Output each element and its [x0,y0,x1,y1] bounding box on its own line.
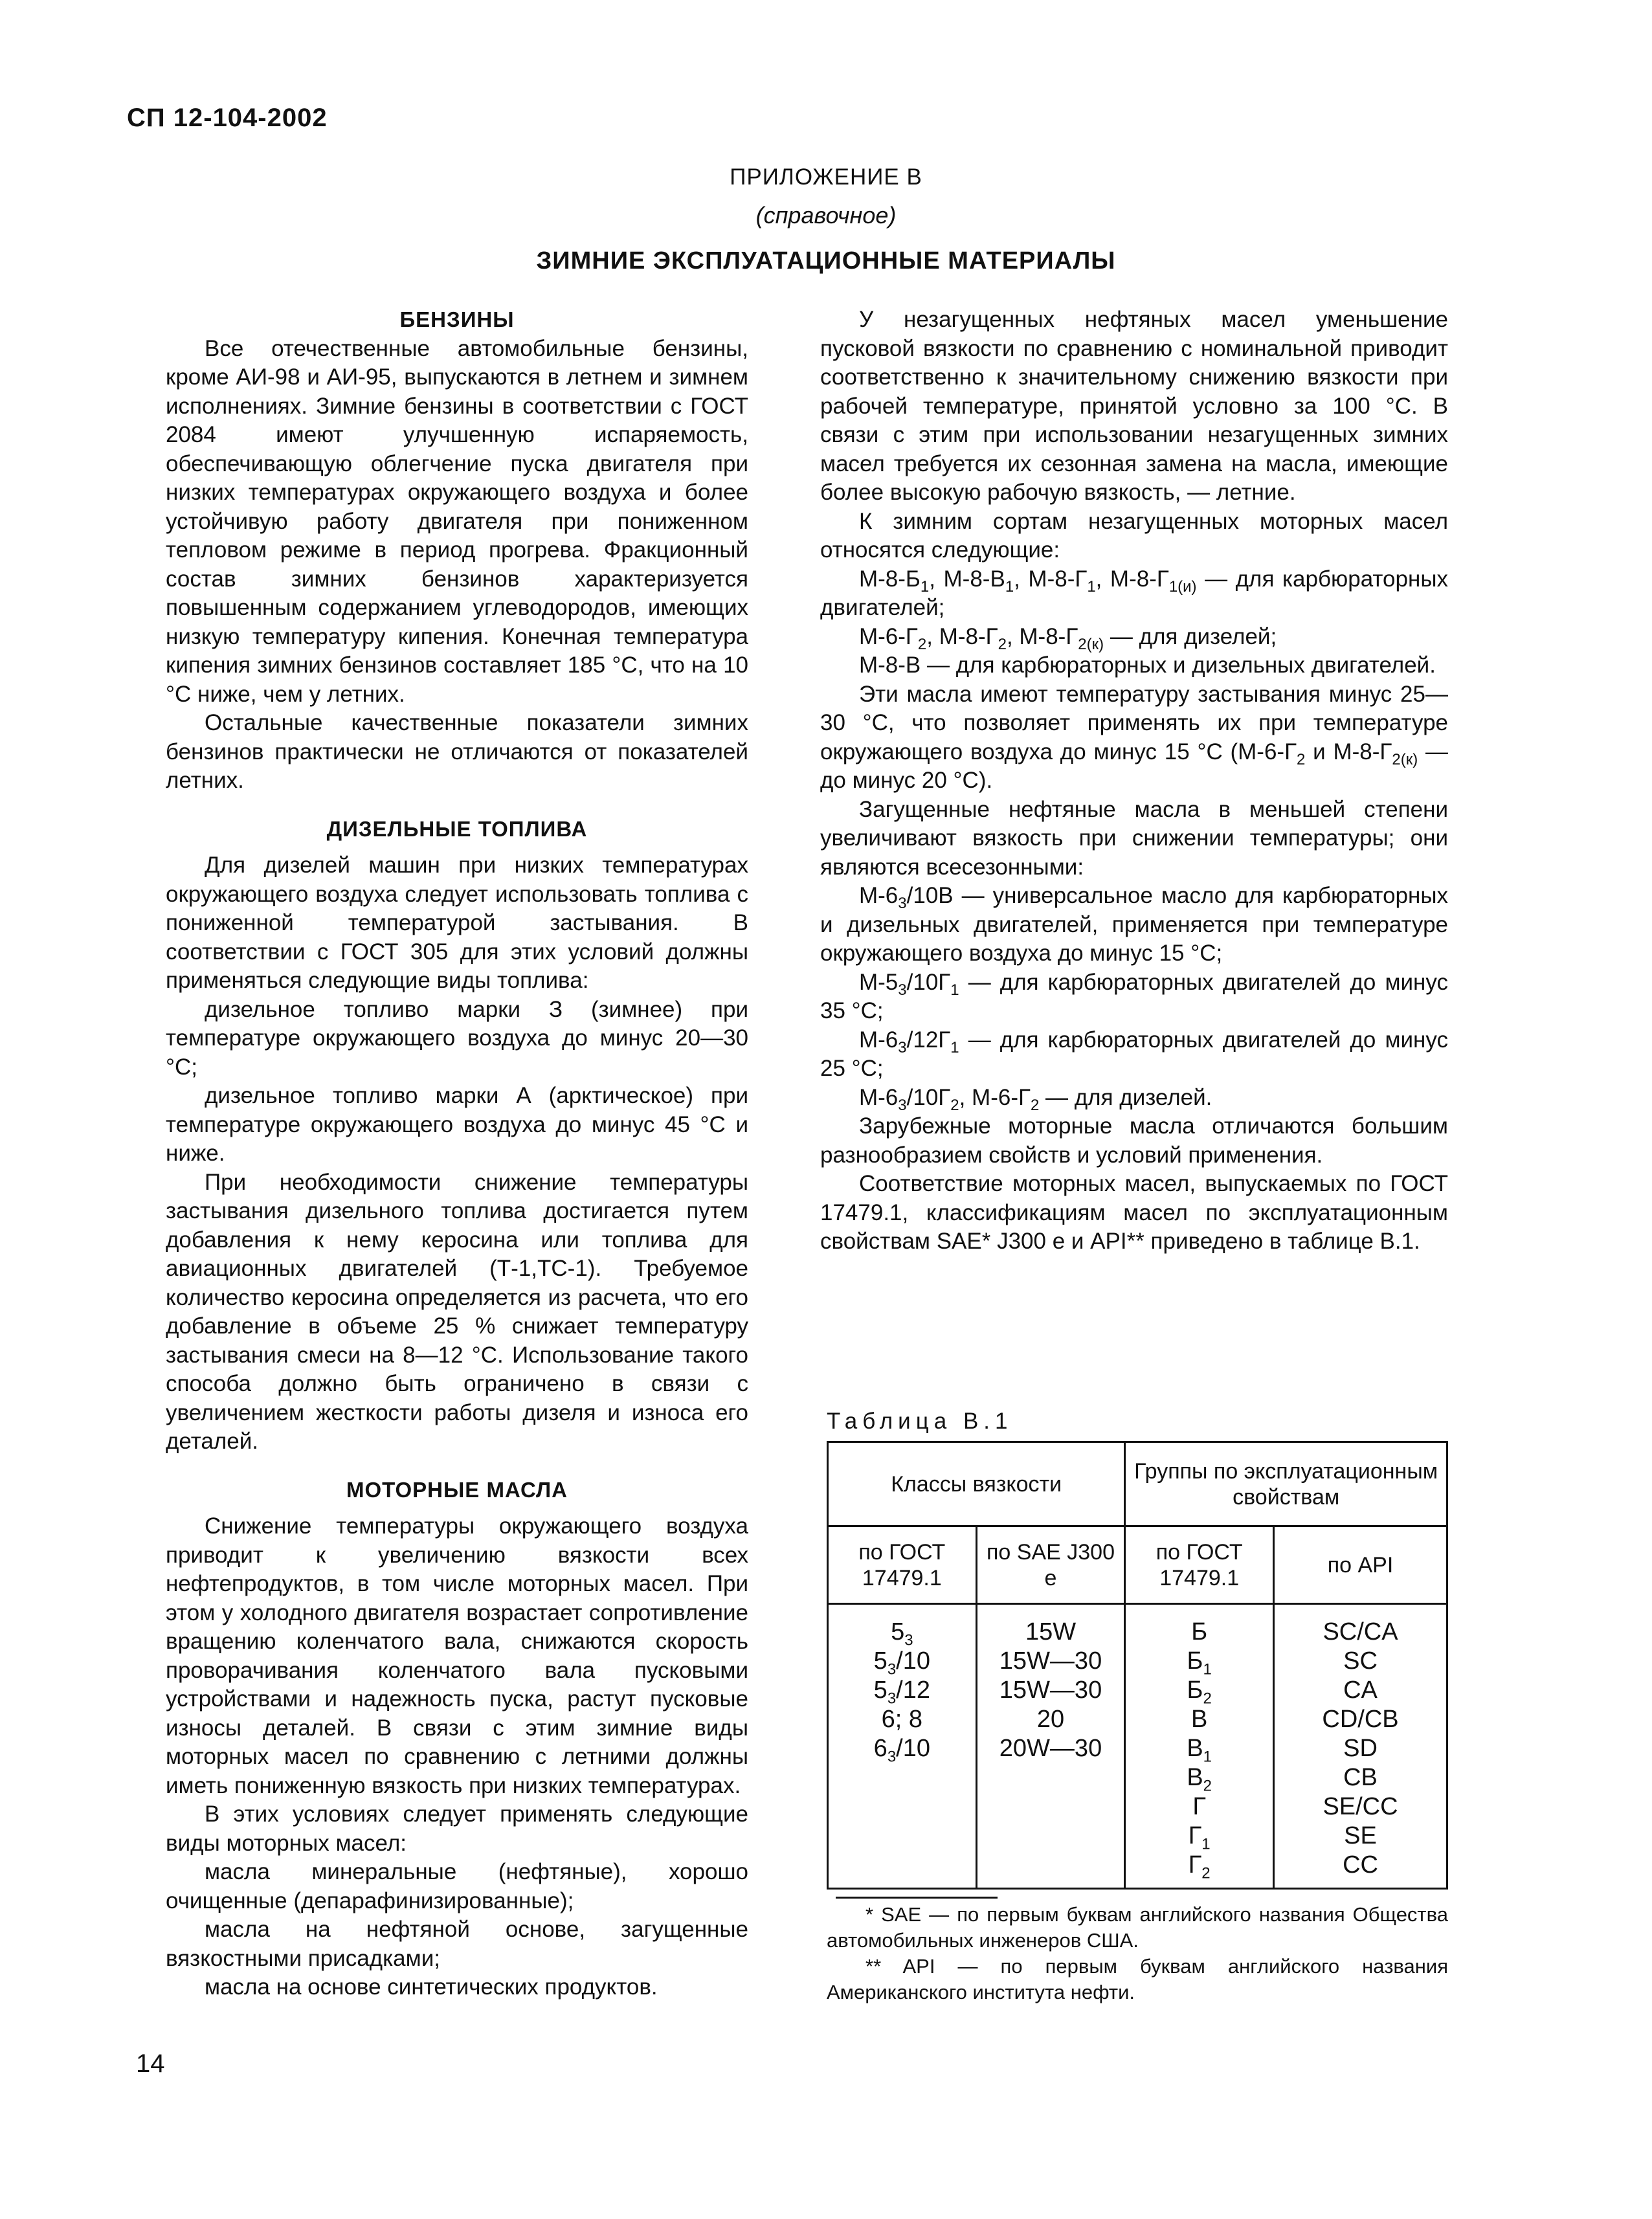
table-value: CD/CB [1322,1706,1399,1733]
table-value: CB [1343,1764,1378,1791]
paragraph: дизельное топливо марки А (арктическое) при температуре окружающего воздуха до минус 45 °С и ниже. [166,1083,748,1166]
table-column-header: по API [1274,1526,1447,1604]
table-value: 6; 8 [881,1706,923,1733]
right-column [820,306,1448,1256]
table-column-header: по SAE J300 e [976,1526,1125,1604]
paragraph: К зимним сортам незагущенных моторных масел относятся следующие: [820,508,1448,563]
table-caption: Таблица В.1 [827,1409,1013,1434]
table-value: $6_3/10$ [873,1735,930,1766]
table-value: $5_3/12$ [873,1677,930,1708]
table-value: $Г_1$ [1188,1822,1211,1853]
table-value: $5_3$ [891,1618,913,1649]
table-value: 20W—30 [999,1735,1102,1762]
paragraph: дизельное топливо марки З (зимнее) при температуре окружающего воздуха до минус 20—30 °С; [166,996,748,1080]
page-number: 14 [136,2049,165,2078]
oil-list-item: М-8-В — для карбюраторных и дизельных двигателей. [859,652,1436,678]
table-value: В [1191,1706,1208,1733]
table-value: CA [1343,1677,1378,1704]
table-value: $В_2$ [1187,1764,1212,1795]
table-value: SD [1343,1735,1378,1762]
section-heading-motor-oils: МОТОРНЫЕ МАСЛА [346,1477,568,1502]
paragraph: масла на основе синтетических продуктов. [205,1974,658,2000]
table-value: Б [1191,1618,1208,1645]
oil-list-item: $М-6_3/12Г_1$ — для карбюраторных двигателей до минус 25 °С; [820,1027,1448,1081]
footnote-divider [836,1897,998,1899]
table-cell-api [1274,1604,1447,1889]
footnote-api: ** API — по первым буквам английского названия Американского института нефти. [827,1955,1448,2003]
paragraph: Для дизелей машин при низких температурах окружающего воздуха следует использовать топлива с пониженной температурой застывания. В соответствии с ГОСТ 305 для этих условий должны применяться следующие виды топлива: [166,853,748,993]
table-value: SE [1344,1822,1377,1849]
table-value: SC [1343,1647,1378,1675]
paragraph: Все отечественные автомобильные бензины, кроме АИ-98 и АИ-95, выпускаются в летнем и зимнем исполнениях. Зимние бензины в соответствии с ГОСТ 2084 имеют улучшенную испаряемость, обеспечивающую облегчение пуска двигателя при низких температурах окружающего воздуха и более устойчивую работу двигателя при пониженном тепловом режиме в период прогрева. Фракционный состав зимних бензинов характеризуется повышенным содержанием углеводородов, имеющих низкую температуру кипения. Конечная температура кипения зимних бензинов составляет 185 °С, что на 10 °С ниже, чем у летних. [166,335,748,707]
table-cell-gost-group [1125,1604,1274,1889]
table-value: 20 [1036,1706,1065,1733]
table-group-header: Группы по эксплуатационным свойствам [1125,1442,1447,1526]
paragraph: Эти масла имеют температуру застывания минус 25—30 °С, что позволяет применять их при температуре окружающего воздуха до минус 15 °С ($М-6-Г_2$ и $М-8-Г_{2(к)}$ — до минус 20 °С). [820,681,1449,793]
table-value: $Б_2$ [1187,1677,1212,1708]
paragraph: Соответствие моторных масел, выпускаемых по ГОСТ 17479.1, классификациям масел по эксплуатационным свойствам SAE* J300 e и API** приведено в таблице В.1. [820,1171,1448,1254]
table-value: $5_3/10$ [873,1647,930,1678]
appendix-title: ЗИМНИЕ ЭКСПЛУАТАЦИОННЫЕ МАТЕРИАЛЫ [536,247,1116,274]
table-value: 15W—30 [999,1647,1102,1675]
table-value: $Б_1$ [1187,1647,1212,1678]
footnote-sae: * SAE — по первым буквам английского названия Общества автомобильных инженеров США. [827,1903,1448,1952]
paragraph: масла минеральные (нефтяные), хорошо очищенные (депарафинизированные); [166,1859,748,1913]
table-value: $В_1$ [1187,1735,1212,1766]
paragraph: В этих условиях следует применять следующие виды моторных масел: [166,1801,748,1856]
paragraph: При необходимости снижение температуры застывания дизельного топлива достигается путем добавления к нему керосина или топлива для авиационных двигателей (Т-1,ТС-1). Требуемое количество керосина определяется из расчета, что его добавление в объеме 25 % снижает температуру застывания смеси на 8—12 °С. Использование такого способа должно быть ограничено в связи с увеличением жесткости работы дизеля и износа его деталей. [166,1169,748,1454]
table-value: 15W [1025,1618,1077,1645]
paragraph: масла на нефтяной основе, загущенные вязкостными присадками; [166,1917,748,1971]
appendix-note: (справочное) [755,202,897,229]
table-value: 15W—30 [999,1677,1102,1704]
table-column-header: по ГОСТ 17479.1 [828,1526,977,1604]
left-column [166,306,748,2002]
viscosity-table [827,1441,1448,1890]
oil-list-item: $М-6_3/10В$ — универсальное масло для карбюраторных и дизельных двигателей, применяется при температуре окружающего воздуха до минус 15 °С; [820,883,1448,966]
appendix-label: ПРИЛОЖЕНИЕ В [730,164,922,190]
table-value: SE/CC [1323,1793,1398,1820]
paragraph: Снижение температуры окружающего воздуха приводит к увеличению вязкости всех нефтепродуктов, в том числе моторных масел. При этом у холодного двигателя возрастает сопротивление вращению коленчатого вала, снижаются скорость проворачивания коленчатого вала пусковыми устройствами и надежность пуска, растут пусковые износы деталей. В связи с этим зимние виды моторных масел по сравнению с летними должны иметь пониженную вязкость при низких температурах. [166,1513,748,1798]
oil-list-item: $М-6_3/10Г_2$, $М-6-Г_2$ — для дизелей. [859,1084,1212,1114]
table-column-header: по ГОСТ 17479.1 [1125,1526,1274,1604]
table-cell-sae [976,1604,1125,1889]
document-code: СП 12-104-2002 [127,104,328,132]
oil-list-item: $М-8-Б_1$, $М-8-В_1$, $М-8-Г_1$, $М-8-Г_{1(и)}$ — для карбюраторных двигателей; [820,566,1448,620]
table-value: SC/CA [1323,1618,1398,1645]
oil-list-item: $М-6-Г_2$, $М-8-Г_2$, $М-8-Г_{2(к)}$ — для дизелей; [859,623,1277,653]
table-value: Г [1192,1793,1206,1820]
table-value: CC [1343,1851,1378,1879]
paragraph: Зарубежные моторные масла отличаются большим разнообразием свойств и условий применения. [820,1113,1448,1168]
paragraph: Загущенные нефтяные масла в меньшей степени увеличивают вязкость при снижении температуры; они являются всесезонными: [820,796,1448,880]
paragraph: Остальные качественные показатели зимних бензинов практически не отличаются от показателей летних. [166,710,748,793]
table-group-header: Классы вязкости [828,1442,1125,1526]
section-heading-gasoline: БЕНЗИНЫ [399,307,515,331]
section-heading-diesel: ДИЗЕЛЬНЫЕ ТОПЛИВА [326,816,588,841]
table-value: $Г_2$ [1188,1851,1211,1882]
paragraph: У незагущенных нефтяных масел уменьшение пусковой вязкости по сравнению с номинальной приводит соответственно к значительному снижению вязкости при рабочей температуре, принятой условно за 100 °С. В связи с этим при использовании незагущенных зимних масел требуется их сезонная замена на масла, имеющие более высокую рабочую вязкость, — летние. [820,307,1448,505]
table-cell-gost-viscosity [828,1604,977,1889]
oil-list-item: $М-5_3/10Г_1$ — для карбюраторных двигателей до минус 35 °С; [820,969,1448,1023]
